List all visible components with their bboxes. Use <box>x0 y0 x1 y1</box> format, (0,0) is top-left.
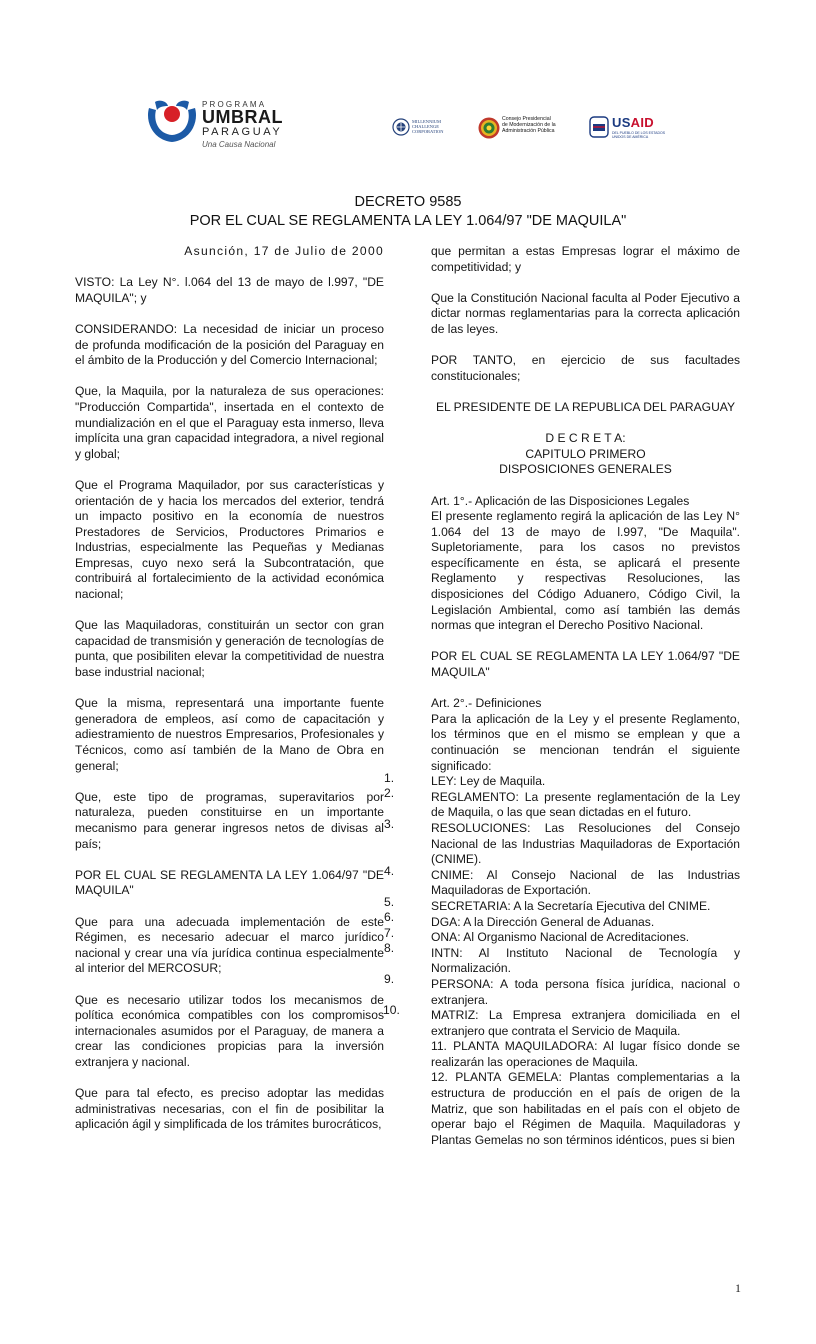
consejo-line-1: Consejo Presidencial <box>502 116 551 122</box>
consejo-line-2: de Modernización de la <box>502 122 556 128</box>
disposiciones-heading: DISPOSICIONES GENERALES <box>499 462 672 477</box>
usaid-us-text: US <box>612 115 631 130</box>
usaid-seal-icon <box>589 116 609 138</box>
article-2-title: Art. 2°.- Definiciones <box>431 696 542 711</box>
stray-number: 1. <box>384 771 395 785</box>
definition-item: REGLAMENTO: La presente reglamentación de la Ley de Maquila, o las que sean dictadas en el futuro. <box>431 789 740 820</box>
repeated-heading-left: POR EL CUAL SE REGLAMENTA LA LEY 1.064/97 "DE MAQUILA" <box>75 867 384 898</box>
definition-item: MATRIZ: La Empresa extranjera domiciliada en el extranjero que contrata el Servicio de Maquila. <box>431 1008 740 1038</box>
stray-number: 3. <box>384 817 395 831</box>
definition-item: PERSONA: A toda persona física jurídica, nacional o extranjera. <box>431 976 740 1007</box>
umbral-main-text: UMBRAL <box>202 107 283 127</box>
definition-item: ONA: Al Organismo Nacional de Acreditaciones. <box>431 930 690 945</box>
stray-number: 8. <box>384 941 395 955</box>
article-2-intro: Para la aplicación de la Ley y el presente Reglamento, los términos que en el mismo se emplean y que a continuación se mencionan tendrán el siguiente significado: <box>431 711 740 773</box>
programa-umbral-logo <box>145 100 295 152</box>
right-column <box>431 244 740 1148</box>
paragraph-constitucion: Que la Constitución Nacional faculta al Poder Ejecutivo a dictar normas reglamentarias para la correcta aplicación de las leyes. <box>431 290 740 336</box>
president-heading: EL PRESIDENTE DE LA REPUBLICA DEL PARAGUAY <box>435 399 736 414</box>
stray-number: 4. <box>384 864 395 878</box>
mcc-wordmark <box>412 119 444 134</box>
paragraph-competitividad: que permitan a estas Empresas lograr el máximo de competitividad; y <box>431 244 740 274</box>
decreta-heading: D E C R E T A: <box>545 431 626 446</box>
article-1-title: Art. 1°.- Aplicación de las Disposiciones Legales <box>431 493 690 508</box>
mcc-line-1: MILLENNIUM <box>412 119 441 124</box>
usaid-subtitle <box>612 131 665 139</box>
repeated-heading-right: POR EL CUAL SE REGLAMENTA LA LEY 1.064/97 "DE MAQUILA" <box>431 649 740 680</box>
umbral-emblem-icon <box>145 100 199 144</box>
mcc-line-3: CORPORATION <box>412 129 444 134</box>
definition-item: INTN: Al Instituto Nacional de Tecnología y Normalización. <box>431 945 740 976</box>
paragraph-visto: VISTO: La Ley N°. l.064 del 13 de mayo de l.997, "DE MAQUILA"; y <box>75 275 384 305</box>
stray-number: 5. <box>384 895 395 909</box>
header-logos <box>0 0 816 160</box>
paragraph-programa-maquilador: Que el Programa Maquilador, por sus características y orientación de y hacia los mercados del exterior, tendrá un impacto positivo en la economía de nuestros Prestadores de Servicios, Productores Primarios e Industrias, especialmente las Pequeñas y Medianas Empresas, cuyo nexo será la Subcontratación, que contribuirá al fortalecimiento de la actividad económica nacional; <box>75 477 384 602</box>
consejo-line-3: Administración Pública <box>502 128 555 134</box>
decree-subject: POR EL CUAL SE REGLAMENTA LA LEY 1.064/97 "DE MAQUILA" <box>189 213 627 229</box>
paragraph-maquila-nature: Que, la Maquila, por la naturaleza de sus operaciones: "Producción Compartida", insertada en el contexto de mundialización en el que el Paraguay esta inmerso, lleva implícita una gran capacidad integradora, a nivel regional y global; <box>75 384 384 461</box>
definitions-list <box>431 774 740 1148</box>
usaid-wordmark <box>612 115 654 130</box>
paragraph-considerando: CONSIDERANDO: La necesidad de iniciar un proceso de profunda modificación de la posición del Paraguay en el ámbito de la Producción y del Comercio Internacional; <box>75 321 384 368</box>
umbral-tagline: Una Causa Nacional <box>202 140 276 149</box>
usaid-sub-line-2: UNIDOS DE AMÉRICA <box>612 135 649 139</box>
definition-item: 12. PLANTA GEMELA: Plantas complementarias a la estructura de producción en el país de origen de la Matriz, que son habilitadas en el país con el objeto de operar bajo el Régimen de Maquila. Maquiladoras y Plantas Gemelas no son términos idénticos, pues si bien <box>431 1070 740 1147</box>
usaid-sub-line-1: DEL PUEBLO DE LOS ESTADOS <box>612 131 666 135</box>
paragraph-superavitarios: Que, este tipo de programas, superavitarios por naturaleza, pueden constituirse en un importante mecanismo para generar ingresos netos de divisas al país; <box>75 789 384 851</box>
stray-number: 6. <box>384 910 395 924</box>
paragraph-empleos: Que la misma, representará una importante fuente generadora de empleos, así como de capacitación y adiestramiento de nuestros Empresarios, Profesionales y Técnicos, como así también de la Mano de Obra en general; <box>75 696 384 773</box>
article-2 <box>431 696 740 1148</box>
paragraph-politica-economica: Que es necesario utilizar todos los mecanismos de política económica compatibles con los compromisos internacionales asumidos por el Paraguay, de manera a crear las condiciones propicias para la inversión extranjera y nacional. <box>75 992 384 1069</box>
usaid-aid-text: AID <box>630 115 654 130</box>
umbral-programa-text: PROGRAMA <box>202 100 267 109</box>
consejo-wordmark <box>502 116 556 134</box>
page-number: 1 <box>735 1281 741 1295</box>
definition-item: 11. PLANTA MAQUILADORA: Al lugar físico donde se realizarán las operaciones de Maquila. <box>431 1039 740 1069</box>
stray-number: 9. <box>384 972 395 986</box>
umbral-paraguay-text: PARAGUAY <box>202 126 283 138</box>
date-line: Asunción, 17 de Julio de 2000 <box>184 244 384 258</box>
mcc-logo <box>392 116 462 140</box>
definition-item: CNIME: Al Consejo Nacional de las Industrias Maquiladoras de Exportación. <box>431 867 740 898</box>
umbral-wordmark <box>202 100 283 138</box>
paraguay-seal-icon <box>478 117 500 139</box>
left-column <box>75 244 384 1133</box>
paragraph-maquiladoras-sector: Que las Maquiladoras, constituirán un sector con gran capacidad de transmisión y generación de tecnologías de punta, que posibiliten elevar la competitividad de nuestra base industrial nacional; <box>75 618 384 680</box>
article-1-body: El presente reglamento regirá la aplicación de las Ley N° 1.064 del 13 de mayo de l.997, "De Maquila". Supletoriamente, para los casos no previstos específicamente en ésta, se aplicará el presente Reglamento y respectivas Resoluciones, las disposiciones del Código Aduanero, Código Civil, la Legislación Ambiental, como así también las demás normas que integran el Derecho Positivo Nacional. <box>431 509 740 633</box>
decree-number: DECRETO 9585 <box>354 194 462 210</box>
decreta-block <box>431 431 740 478</box>
usaid-logo <box>589 113 669 143</box>
definition-item: RESOLUCIONES: Las Resoluciones del Consejo Nacional de las Industrias Maquiladoras de Exportación (CNIME). <box>431 820 740 867</box>
article-1 <box>431 494 740 634</box>
mcc-line-2: CHALLENGE <box>412 124 439 129</box>
capitulo-heading: CAPITULO PRIMERO <box>525 446 646 461</box>
document-title <box>0 193 816 231</box>
stray-number: 7. <box>384 926 395 940</box>
mcc-seal-icon <box>392 118 410 136</box>
paragraph-por-tanto: POR TANTO, en ejercicio de sus facultades constitucionales; <box>431 353 740 383</box>
definition-item: DGA: A la Dirección General de Aduanas. <box>431 914 655 929</box>
stray-number: 2. <box>384 786 395 800</box>
consejo-presidencial-logo <box>478 114 573 142</box>
paragraph-medidas-administrativas: Que para tal efecto, es preciso adoptar las medidas administrativas necesarias, con el fin de posibilitar la aplicación ágil y simplificada de los trámites burocráticos, <box>75 1086 384 1132</box>
stray-number: 10. <box>383 1003 400 1017</box>
definition-item: SECRETARIA: A la Secretaría Ejecutiva del CNIME. <box>431 898 711 913</box>
definition-item: LEY: Ley de Maquila. <box>431 774 546 789</box>
paragraph-marco-juridico: Que para una adecuada implementación de este Régimen, es necesario adecuar el marco jurídico nacional y crear una vía jurídica continua especialmente al interior del MERCOSUR; <box>75 914 384 976</box>
